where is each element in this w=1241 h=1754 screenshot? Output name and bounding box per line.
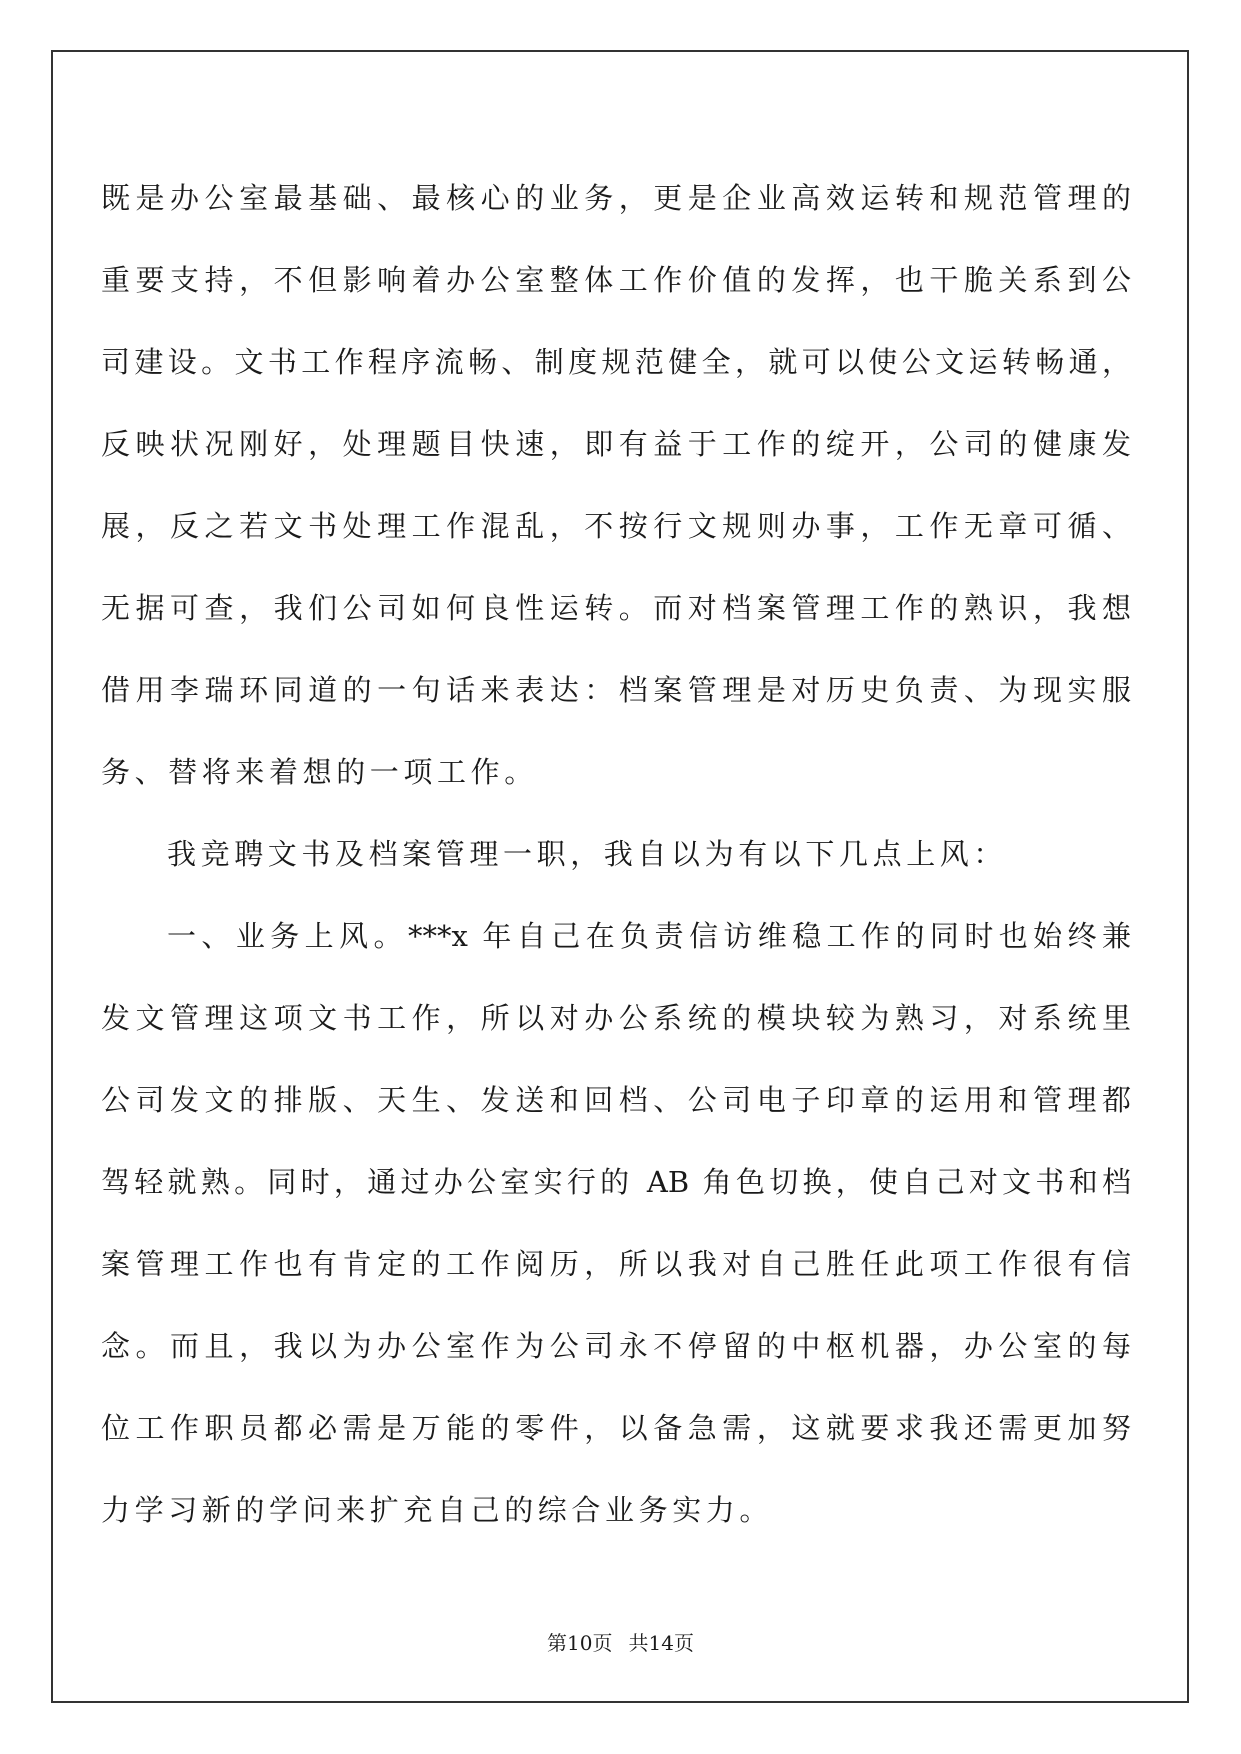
text-line: 念。而且，我以为办公室作为公司永不停留的中枢机器，办公室的每 [101, 1329, 1131, 1363]
page-number: 第10页 [547, 1631, 613, 1655]
text-line: 重要支持，不但影响着办公室整体工作价值的发挥，也干脆关系到公 [101, 263, 1131, 297]
text-line: 司建设。文书工作程序流畅、制度规范健全，就可以使公文运转畅通， [101, 345, 1131, 379]
page-footer [0, 1627, 1241, 1656]
text-line: 力学习新的学问来扩充自己的综合业务实力。 [101, 1493, 774, 1527]
text-line: 既是办公室最基础、最核心的业务，更是企业高效运转和规范管理的 [101, 181, 1131, 215]
text-line: 借用李瑞环同道的一句话来表达：档案管理是对历史负责、为现实服 [101, 673, 1131, 707]
text-line: 驾轻就熟。同时，通过办公室实行的 AB 角色切换，使自己对文书和档 [101, 1165, 1131, 1199]
text-line: 务、替将来着想的一项工作。 [101, 755, 538, 789]
text-line: 位工作职员都必需是万能的零件，以备急需，这就要求我还需更加努 [101, 1411, 1131, 1445]
text-line: 案管理工作也有肯定的工作阅历，所以我对自己胜任此项工作很有信 [101, 1247, 1131, 1281]
text-line: 发文管理这项文书工作，所以对办公系统的模块较为熟习，对系统里 [101, 1001, 1131, 1035]
text-line: 无据可查，我们公司如何良性运转。而对档案管理工作的熟识，我想 [101, 591, 1131, 625]
text-line: 展，反之若文书处理工作混乱，不按行文规则办事，工作无章可循、 [101, 509, 1131, 543]
document-body [101, 157, 1131, 1551]
page-total: 共14页 [628, 1631, 694, 1655]
text-line: 我竞聘文书及档案管理一职，我自以为有以下几点上风： [167, 837, 1008, 871]
text-line: 反映状况刚好，处理题目快速，即有益于工作的绽开，公司的健康发 [101, 427, 1131, 461]
text-line: 一、业务上风。***x 年自己在负责信访维稳工作的同时也始终兼 [167, 919, 1131, 953]
text-line: 公司发文的排版、天生、发送和回档、公司电子印章的运用和管理都 [101, 1083, 1131, 1117]
